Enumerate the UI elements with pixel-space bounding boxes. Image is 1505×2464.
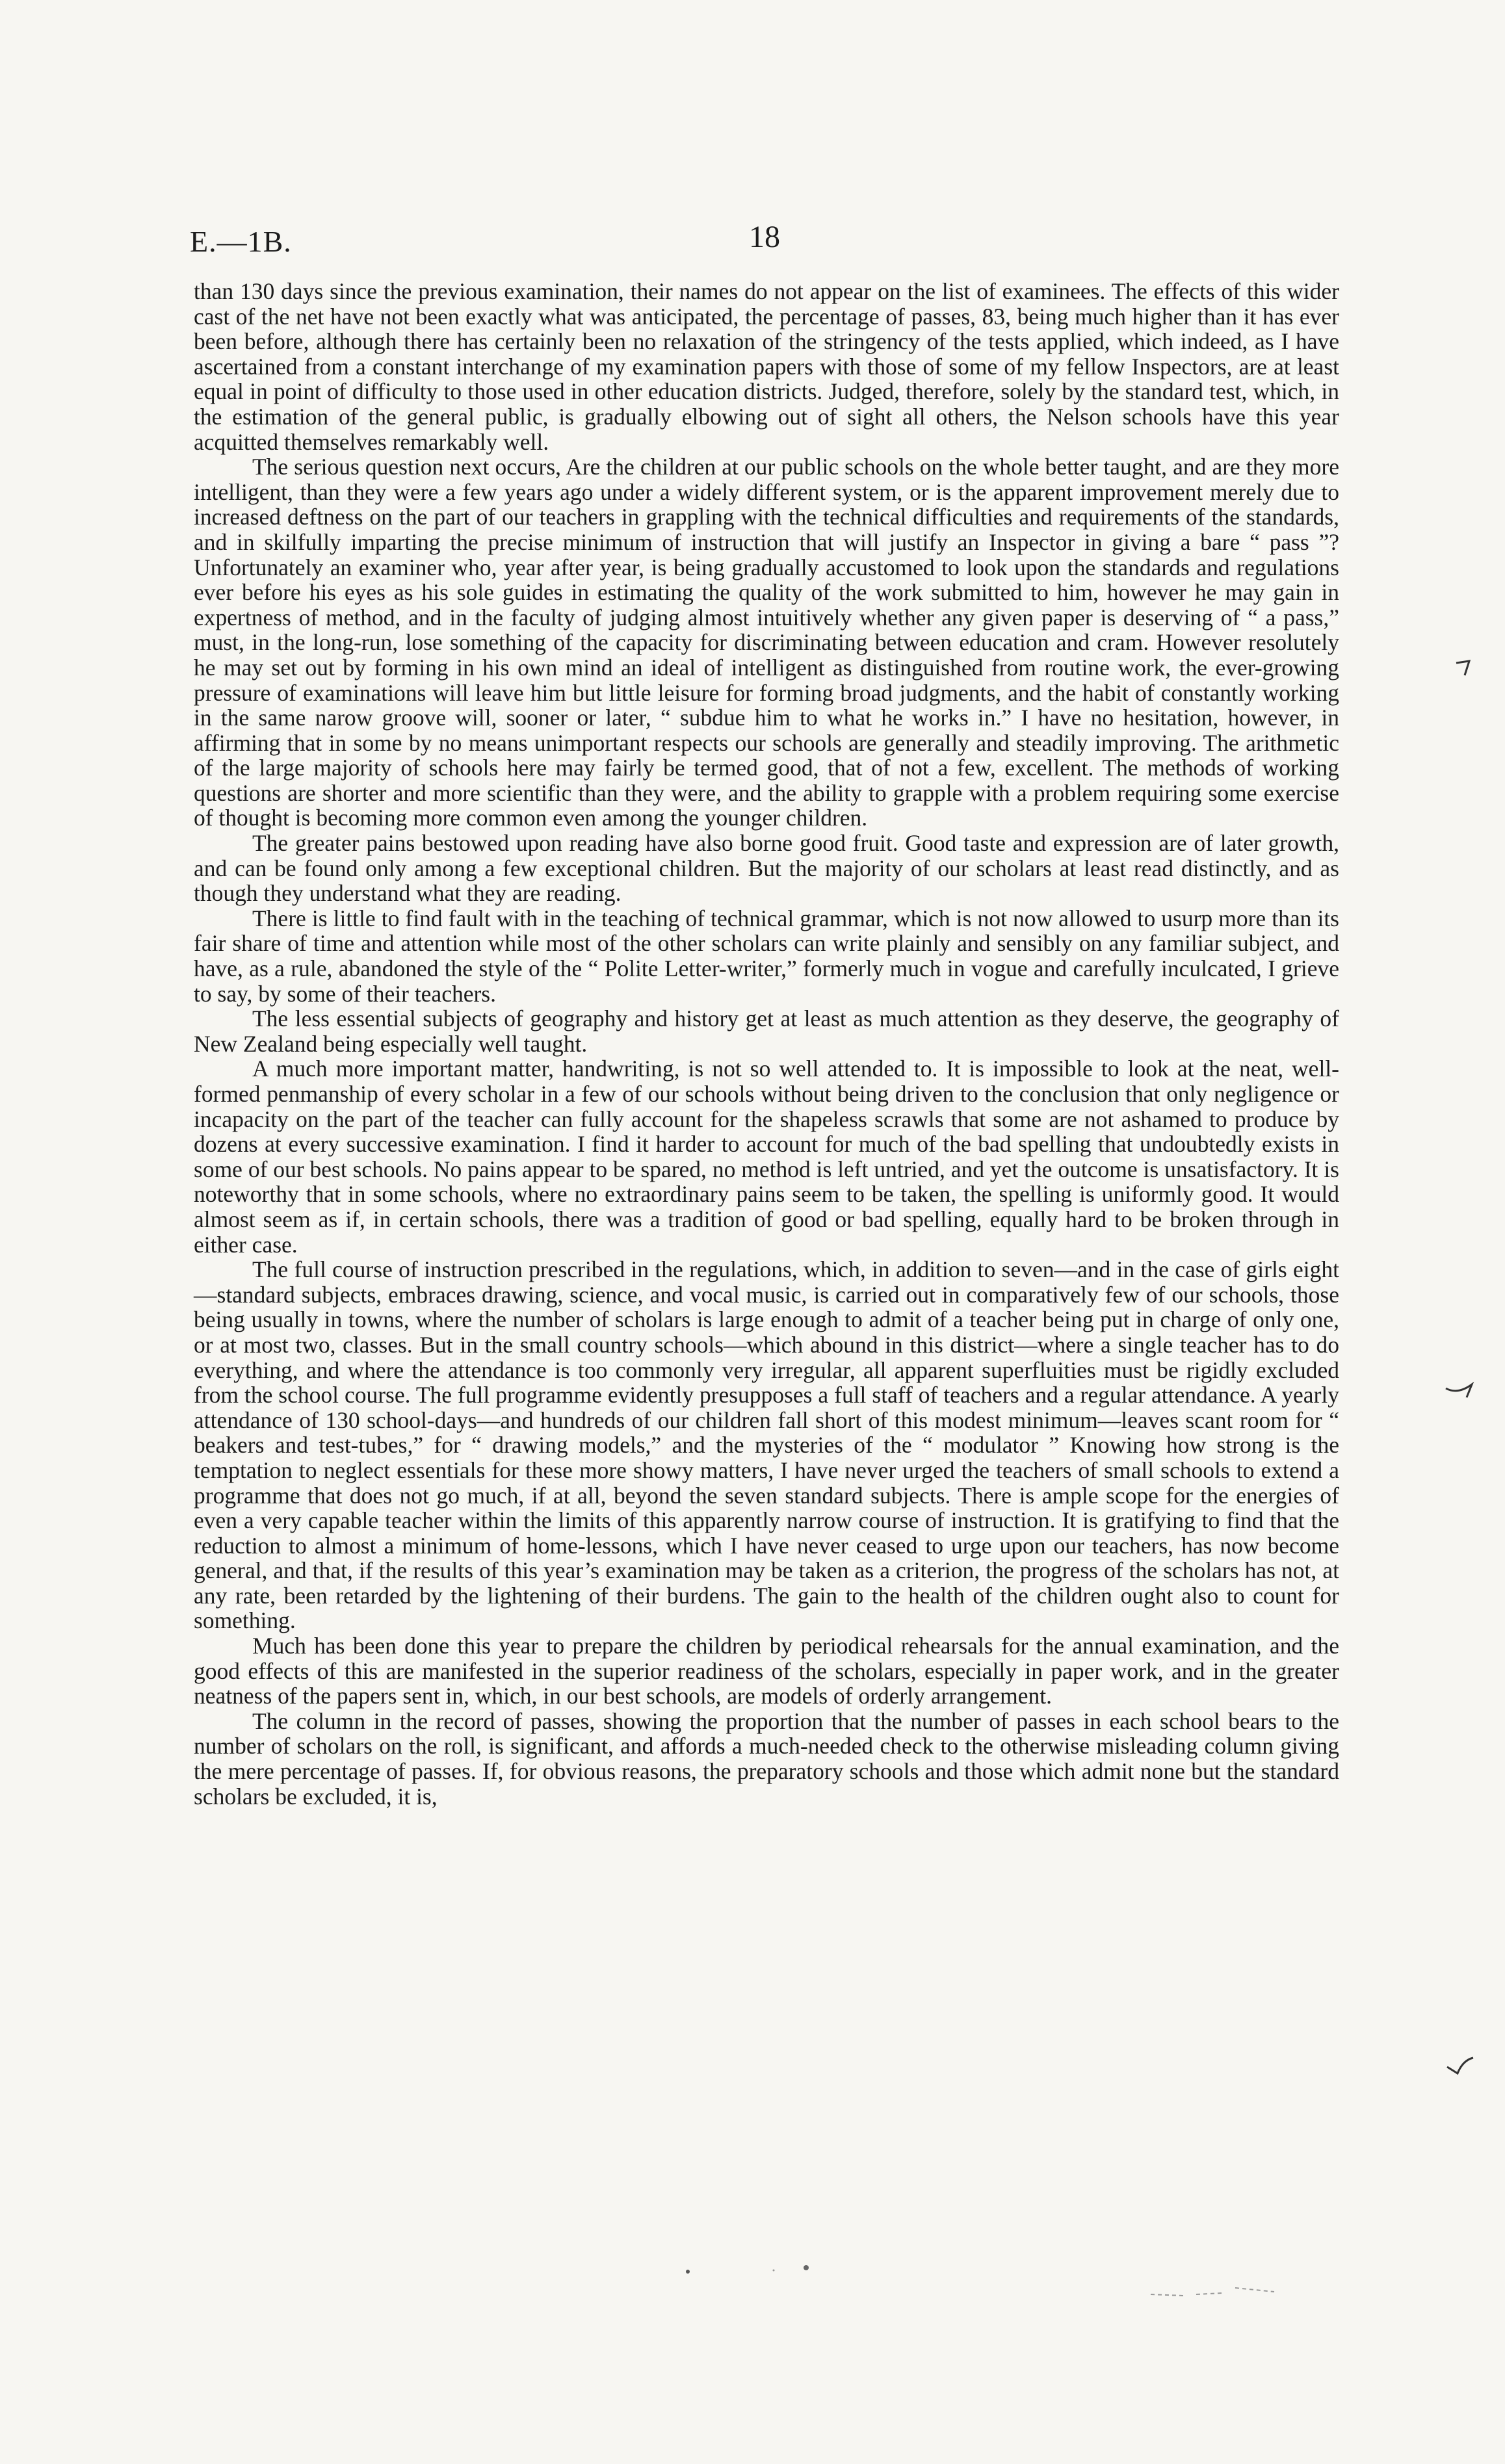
body-text <box>194 279 1339 1809</box>
paragraph: The serious question next occurs, Are the children at our public schools on the whole better taught, and are they more intelligent, than they were a few years ago under a widely different system, or is the apparent improvement merely due to increased deftness on the part of our teachers in grappling with the technical difficulties and requirements of the standards, and in skilfully imparting the precise minimum of instruction that will justify an Inspector in giving a bare “ pass ”? Unfortunately an examiner who, year after year, is being gradually accustomed to look upon the standards and regulations ever before his eyes as his sole guides in estimating the quality of the work submitted to him, however he may gain in expertness of method, and in the faculty of judging almost intuitively whether any given paper is deserving of “ a pass,” must, in the long-run, lose something of the capacity for discriminating between education and cram. However resolutely he may set out by forming in his own mind an ideal of intelligent as distinguished from routine work, the ever-growing pressure of examinations will leave him but little leisure for forming broad judgments, and the habit of constantly working in the same narow groove will, sooner or later, “ subdue him to what he works in.” I have no hesitation, however, in affirming that in some by no means unimportant respects our schools are generally and steadily improving. The arithmetic of the large majority of schools here may fairly be termed good, that of not a few, excellent. The methods of working questions are shorter and more scientific than they were, and the ability to grapple with a problem requiring some exercise of thought is becoming more common even among the younger children. <box>194 454 1339 831</box>
paragraph: A much more important matter, handwriting, is not so well attended to. It is impossible to look at the neat, well-formed penmanship of every scholar in a few of our schools without being driven to the conclusion that only negligence or incapacity on the part of the teacher can fully account for the shapeless scrawls that some are not ashamed to produce by dozens at every successive examination. I find it harder to account for much of the bad spelling that undoubtedly exists in some of our best schools. No pains appear to be spared, no method is left untried, and yet the outcome is unsatisfactory. It is noteworthy that in some schools, where no extraordinary pains seem to be taken, the spelling is uniformly good. It would almost seem as if, in certain schools, there was a tradition of good or bad spelling, equally hard to be broken through in either case. <box>194 1056 1339 1258</box>
margin-mark-icon <box>1443 2054 1476 2086</box>
paragraph: The less essential subjects of geography and history get at least as much attention as they deserve, the geography of New Zealand being especially well taught. <box>194 1005 1339 1057</box>
paragraph: The full course of instruction prescribed in the regulations, which, in addition to seven—and in the case of girls eight—standard subjects, embraces drawing, science, and vocal music, is carried out in comparatively few of our schools, those being usually in towns, where the number of scholars is large enough to admit of a teacher being put in charge of only one, or at most two, classes. But in the small country schools—which abound in this district—where a single teacher has to do everything, and where the attendance is too commonly very irregular, all apparent superfluities must be rigidly excluded from the school course. The full programme evidently presupposes a full staff of teachers and a regular attendance. A yearly attendance of 130 school-days—and hundreds of our children fall short of this modest minimum—leaves scant room for “ beakers and test-tubes,” for “ drawing models,” and the mysteries of the “ modulator ” Knowing how strong is the temptation to neglect essentials for these more showy matters, I have never urged the teachers of small schools to extend a programme that does not go much, if at all, beyond the seven standard subjects. There is ample scope for the energies of even a very capable teacher within the limits of this apparently narrow course of instruction. It is gratifying to find that the reduction to almost a minimum of home-lessons, which I have never ceased to urge upon our teachers, has now become general, and that, if the results of this year’s examination may be taken as a criterion, the progress of the scholars has not, at any rate, been retarded by the lightening of their burdens. The gain to the health of the children ought also to count for something. <box>194 1256 1339 1634</box>
page-number: 18 <box>749 220 780 254</box>
paragraph: The greater pains bestowed upon reading have also borne good fruit. Good taste and expression are of later growth, and can be found only among a few exceptional children. But the majority of our scholars at least read distinctly, and as though they understand what they are reading. <box>194 830 1339 907</box>
paragraph: Much has been done this year to prepare the children by periodical rehearsals for the annual examination, and the good effects of this are manifested in the superior readiness of the scholars, especially in paper work, and in the greater neatness of the papers sent in, which, in our best schools, are models of orderly arrangement. <box>194 1633 1339 1709</box>
paragraph: The column in the record of passes, showing the proportion that the number of passes in each school bears to the number of scholars on the roll, is significant, and affords a much-needed check to the otherwise misleading column giving the mere percentage of passes. If, for obvious reasons, the preparatory schools and those which admit none but the standard scholars be excluded, it is, <box>194 1707 1339 1809</box>
margin-mark-icon <box>1453 653 1472 679</box>
scan-specks-icon <box>676 2259 832 2285</box>
paragraph: There is little to find fault with in the teaching of technical grammar, which is not now allowed to usurp more than its fair share of time and attention while most of the other scholars can write plainly and sensibly on any familiar subject, and have, as a rule, abandoned the style of the “ Polite Letter-writer,” formerly much in vogue and carefully inculcated, I grieve to say, by some of their teachers. <box>194 905 1339 1007</box>
paragraph: than 130 days since the previous examination, their names do not appear on the list of examinees. The effects of this wider cast of the net have not been exactly what was anticipated, the percentage of passes, 83, being much higher than it has ever been before, although there has certainly been no relaxation of the stringency of the tests applied, which indeed, as I have ascertained from a constant interchange of my examination papers with those of some of my fellow Inspectors, are at least equal in point of difficulty to those used in other education districts. Judged, therefore, solely by the standard test, which, in the estimation of the general public, is gradually elbowing out of sight all others, the Nelson schools have this year acquitted themselves remarkably well. <box>194 278 1339 455</box>
document-reference: E.—1B. <box>190 225 292 258</box>
scan-specks-icon <box>1144 2275 1300 2307</box>
page-header <box>190 220 1347 270</box>
margin-mark-icon <box>1443 1378 1476 1404</box>
